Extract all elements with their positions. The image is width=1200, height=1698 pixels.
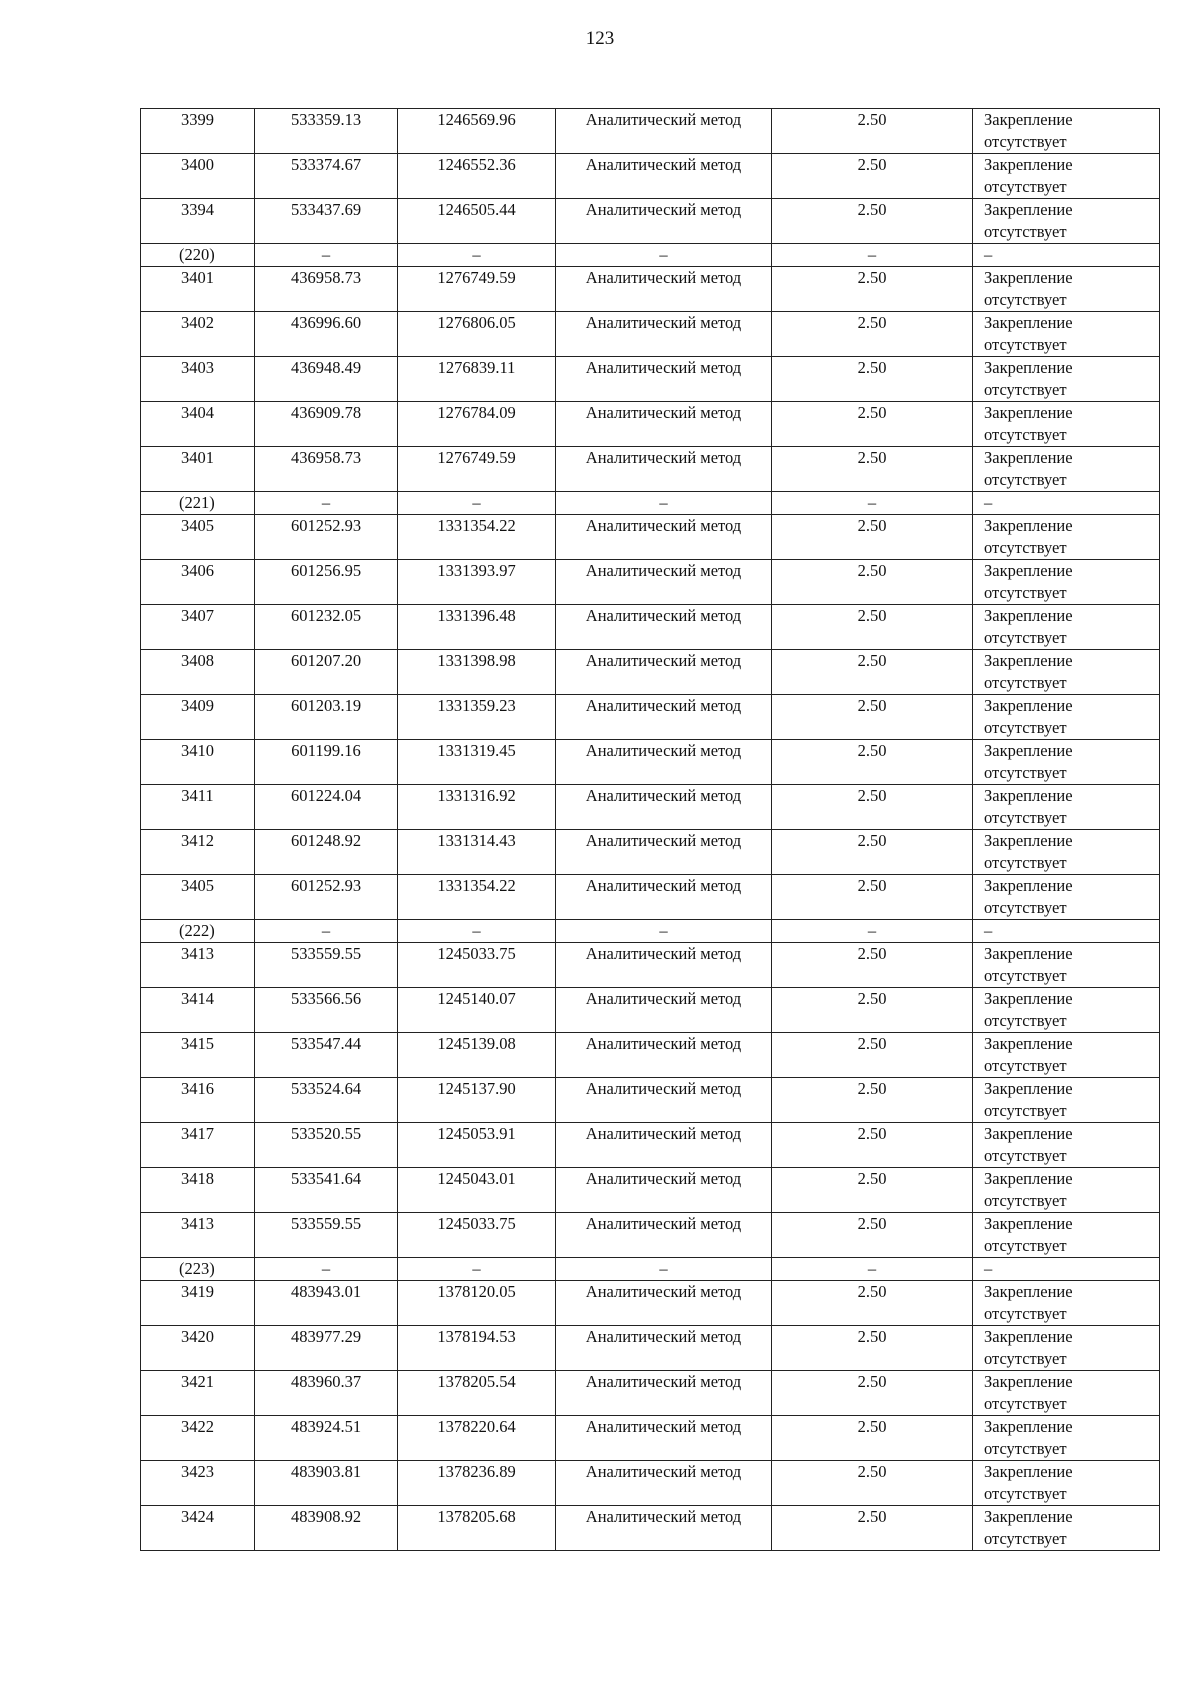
method-cell: Аналитический метод xyxy=(556,830,772,875)
table-row xyxy=(141,650,1160,695)
table-row xyxy=(141,1213,1160,1258)
group-separator-row xyxy=(141,492,1160,515)
x-coordinate-cell: – xyxy=(255,492,398,515)
accuracy-cell: 2.50 xyxy=(772,1281,973,1326)
accuracy-cell: – xyxy=(772,244,973,267)
y-coordinate-cell: 1245137.90 xyxy=(398,1078,556,1123)
y-coordinate-cell: 1245140.07 xyxy=(398,988,556,1033)
fixing-cell: Закрепление отсутствует xyxy=(973,1033,1160,1078)
table-row xyxy=(141,1326,1160,1371)
method-cell: Аналитический метод xyxy=(556,1213,772,1258)
point-number-cell: 3408 xyxy=(141,650,255,695)
y-coordinate-cell: 1245053.91 xyxy=(398,1123,556,1168)
fixing-cell: Закрепление отсутствует xyxy=(973,1371,1160,1416)
point-number-cell: 3422 xyxy=(141,1416,255,1461)
fixing-cell: Закрепление отсутствует xyxy=(973,695,1160,740)
method-cell: Аналитический метод xyxy=(556,1123,772,1168)
point-number-cell: 3410 xyxy=(141,740,255,785)
accuracy-cell: 2.50 xyxy=(772,447,973,492)
x-coordinate-cell: 533559.55 xyxy=(255,943,398,988)
fixing-cell: Закрепление отсутствует xyxy=(973,402,1160,447)
x-coordinate-cell: 436909.78 xyxy=(255,402,398,447)
point-number-cell: 3418 xyxy=(141,1168,255,1213)
x-coordinate-cell: 533524.64 xyxy=(255,1078,398,1123)
point-number-cell: 3416 xyxy=(141,1078,255,1123)
point-number-cell: 3412 xyxy=(141,830,255,875)
method-cell: Аналитический метод xyxy=(556,447,772,492)
point-number-cell: 3406 xyxy=(141,560,255,605)
x-coordinate-cell: 601248.92 xyxy=(255,830,398,875)
table-row xyxy=(141,447,1160,492)
fixing-cell: Закрепление отсутствует xyxy=(973,154,1160,199)
y-coordinate-cell: 1378120.05 xyxy=(398,1281,556,1326)
y-coordinate-cell: 1331393.97 xyxy=(398,560,556,605)
y-coordinate-cell: 1246505.44 xyxy=(398,199,556,244)
fixing-cell: – xyxy=(973,920,1160,943)
point-number-cell: 3407 xyxy=(141,605,255,650)
method-cell: Аналитический метод xyxy=(556,875,772,920)
table-row xyxy=(141,312,1160,357)
method-cell: Аналитический метод xyxy=(556,988,772,1033)
accuracy-cell: 2.50 xyxy=(772,154,973,199)
method-cell: Аналитический метод xyxy=(556,1326,772,1371)
fixing-cell: Закрепление отсутствует xyxy=(973,560,1160,605)
table-row xyxy=(141,1416,1160,1461)
x-coordinate-cell: 533374.67 xyxy=(255,154,398,199)
point-number-cell: (223) xyxy=(141,1258,255,1281)
point-number-cell: 3403 xyxy=(141,357,255,402)
point-number-cell: 3423 xyxy=(141,1461,255,1506)
fixing-cell: Закрепление отсутствует xyxy=(973,1461,1160,1506)
y-coordinate-cell: – xyxy=(398,244,556,267)
accuracy-cell: 2.50 xyxy=(772,1123,973,1168)
point-number-cell: 3402 xyxy=(141,312,255,357)
method-cell: – xyxy=(556,1258,772,1281)
table-row xyxy=(141,943,1160,988)
y-coordinate-cell: 1246552.36 xyxy=(398,154,556,199)
point-number-cell: 3424 xyxy=(141,1506,255,1551)
accuracy-cell: 2.50 xyxy=(772,1078,973,1123)
fixing-cell: Закрепление отсутствует xyxy=(973,943,1160,988)
y-coordinate-cell: 1378194.53 xyxy=(398,1326,556,1371)
method-cell: Аналитический метод xyxy=(556,785,772,830)
y-coordinate-cell: 1276784.09 xyxy=(398,402,556,447)
table-row xyxy=(141,154,1160,199)
x-coordinate-cell: 601224.04 xyxy=(255,785,398,830)
table-row xyxy=(141,1123,1160,1168)
method-cell: Аналитический метод xyxy=(556,357,772,402)
fixing-cell: Закрепление отсутствует xyxy=(973,650,1160,695)
table-row xyxy=(141,199,1160,244)
x-coordinate-cell: 483977.29 xyxy=(255,1326,398,1371)
fixing-cell: Закрепление отсутствует xyxy=(973,875,1160,920)
coordinates-table-body xyxy=(141,109,1160,1551)
fixing-cell: Закрепление отсутствует xyxy=(973,447,1160,492)
y-coordinate-cell: 1378205.54 xyxy=(398,1371,556,1416)
fixing-cell: Закрепление отсутствует xyxy=(973,1506,1160,1551)
x-coordinate-cell: – xyxy=(255,1258,398,1281)
y-coordinate-cell: 1331398.98 xyxy=(398,650,556,695)
table-row xyxy=(141,515,1160,560)
fixing-cell: Закрепление отсутствует xyxy=(973,109,1160,154)
table-row xyxy=(141,1506,1160,1551)
y-coordinate-cell: 1378236.89 xyxy=(398,1461,556,1506)
point-number-cell: 3404 xyxy=(141,402,255,447)
point-number-cell: (220) xyxy=(141,244,255,267)
y-coordinate-cell: 1378205.68 xyxy=(398,1506,556,1551)
point-number-cell: 3400 xyxy=(141,154,255,199)
fixing-cell: Закрепление отсутствует xyxy=(973,1078,1160,1123)
y-coordinate-cell: 1331354.22 xyxy=(398,875,556,920)
accuracy-cell: 2.50 xyxy=(772,605,973,650)
y-coordinate-cell: 1331314.43 xyxy=(398,830,556,875)
fixing-cell: Закрепление отсутствует xyxy=(973,830,1160,875)
x-coordinate-cell: – xyxy=(255,244,398,267)
group-separator-row xyxy=(141,244,1160,267)
accuracy-cell: – xyxy=(772,920,973,943)
x-coordinate-cell: 601232.05 xyxy=(255,605,398,650)
x-coordinate-cell: 533520.55 xyxy=(255,1123,398,1168)
fixing-cell: Закрепление отсутствует xyxy=(973,1213,1160,1258)
fixing-cell: Закрепление отсутствует xyxy=(973,1326,1160,1371)
table-row xyxy=(141,560,1160,605)
group-separator-row xyxy=(141,920,1160,943)
fixing-cell: Закрепление отсутствует xyxy=(973,1123,1160,1168)
x-coordinate-cell: 436948.49 xyxy=(255,357,398,402)
y-coordinate-cell: 1245139.08 xyxy=(398,1033,556,1078)
fixing-cell: Закрепление отсутствует xyxy=(973,740,1160,785)
method-cell: Аналитический метод xyxy=(556,1033,772,1078)
method-cell: Аналитический метод xyxy=(556,199,772,244)
accuracy-cell: 2.50 xyxy=(772,1326,973,1371)
accuracy-cell: 2.50 xyxy=(772,1168,973,1213)
method-cell: Аналитический метод xyxy=(556,1371,772,1416)
accuracy-cell: 2.50 xyxy=(772,785,973,830)
point-number-cell: 3413 xyxy=(141,1213,255,1258)
accuracy-cell: 2.50 xyxy=(772,267,973,312)
table-row xyxy=(141,1281,1160,1326)
table-row xyxy=(141,1461,1160,1506)
x-coordinate-cell: 483908.92 xyxy=(255,1506,398,1551)
table-row xyxy=(141,1371,1160,1416)
point-number-cell: 3415 xyxy=(141,1033,255,1078)
y-coordinate-cell: – xyxy=(398,492,556,515)
x-coordinate-cell: 436958.73 xyxy=(255,447,398,492)
method-cell: Аналитический метод xyxy=(556,154,772,199)
y-coordinate-cell: 1276806.05 xyxy=(398,312,556,357)
accuracy-cell: 2.50 xyxy=(772,943,973,988)
accuracy-cell: 2.50 xyxy=(772,402,973,447)
fixing-cell: Закрепление отсутствует xyxy=(973,605,1160,650)
fixing-cell: – xyxy=(973,1258,1160,1281)
table-row xyxy=(141,988,1160,1033)
y-coordinate-cell: 1331316.92 xyxy=(398,785,556,830)
method-cell: Аналитический метод xyxy=(556,943,772,988)
y-coordinate-cell: 1245043.01 xyxy=(398,1168,556,1213)
method-cell: Аналитический метод xyxy=(556,267,772,312)
y-coordinate-cell: 1378220.64 xyxy=(398,1416,556,1461)
method-cell: Аналитический метод xyxy=(556,605,772,650)
y-coordinate-cell: 1331359.23 xyxy=(398,695,556,740)
method-cell: Аналитический метод xyxy=(556,740,772,785)
x-coordinate-cell: 601256.95 xyxy=(255,560,398,605)
x-coordinate-cell: 601203.19 xyxy=(255,695,398,740)
y-coordinate-cell: 1245033.75 xyxy=(398,943,556,988)
method-cell: Аналитический метод xyxy=(556,1281,772,1326)
x-coordinate-cell: 601252.93 xyxy=(255,875,398,920)
table-row xyxy=(141,357,1160,402)
accuracy-cell: 2.50 xyxy=(772,830,973,875)
x-coordinate-cell: 533541.64 xyxy=(255,1168,398,1213)
table-row xyxy=(141,875,1160,920)
y-coordinate-cell: 1331396.48 xyxy=(398,605,556,650)
accuracy-cell: 2.50 xyxy=(772,1506,973,1551)
accuracy-cell: 2.50 xyxy=(772,199,973,244)
fixing-cell: Закрепление отсутствует xyxy=(973,1416,1160,1461)
x-coordinate-cell: 436996.60 xyxy=(255,312,398,357)
method-cell: Аналитический метод xyxy=(556,402,772,447)
accuracy-cell: 2.50 xyxy=(772,988,973,1033)
accuracy-cell: 2.50 xyxy=(772,109,973,154)
accuracy-cell: 2.50 xyxy=(772,515,973,560)
y-coordinate-cell: – xyxy=(398,1258,556,1281)
fixing-cell: – xyxy=(973,492,1160,515)
fixing-cell: Закрепление отсутствует xyxy=(973,988,1160,1033)
x-coordinate-cell: 601252.93 xyxy=(255,515,398,560)
table-row xyxy=(141,1033,1160,1078)
method-cell: – xyxy=(556,244,772,267)
accuracy-cell: 2.50 xyxy=(772,357,973,402)
method-cell: Аналитический метод xyxy=(556,650,772,695)
table-row xyxy=(141,1078,1160,1123)
accuracy-cell: – xyxy=(772,1258,973,1281)
x-coordinate-cell: 483960.37 xyxy=(255,1371,398,1416)
x-coordinate-cell: 533359.13 xyxy=(255,109,398,154)
table-row xyxy=(141,830,1160,875)
x-coordinate-cell: 533566.56 xyxy=(255,988,398,1033)
x-coordinate-cell: 533437.69 xyxy=(255,199,398,244)
table-row xyxy=(141,695,1160,740)
method-cell: Аналитический метод xyxy=(556,312,772,357)
y-coordinate-cell: 1276749.59 xyxy=(398,447,556,492)
point-number-cell: 3399 xyxy=(141,109,255,154)
accuracy-cell: 2.50 xyxy=(772,650,973,695)
table-row xyxy=(141,740,1160,785)
accuracy-cell: 2.50 xyxy=(772,1213,973,1258)
coordinates-table xyxy=(140,108,1160,1551)
x-coordinate-cell: 601199.16 xyxy=(255,740,398,785)
y-coordinate-cell: 1245033.75 xyxy=(398,1213,556,1258)
point-number-cell: 3401 xyxy=(141,447,255,492)
x-coordinate-cell: 483943.01 xyxy=(255,1281,398,1326)
accuracy-cell: 2.50 xyxy=(772,560,973,605)
page-number: 123 xyxy=(585,28,615,49)
accuracy-cell: 2.50 xyxy=(772,1371,973,1416)
fixing-cell: Закрепление отсутствует xyxy=(973,312,1160,357)
point-number-cell: 3417 xyxy=(141,1123,255,1168)
y-coordinate-cell: 1276749.59 xyxy=(398,267,556,312)
fixing-cell: – xyxy=(973,244,1160,267)
fixing-cell: Закрепление отсутствует xyxy=(973,357,1160,402)
method-cell: – xyxy=(556,492,772,515)
table-row xyxy=(141,402,1160,447)
method-cell: Аналитический метод xyxy=(556,1168,772,1213)
group-separator-row xyxy=(141,1258,1160,1281)
x-coordinate-cell: 601207.20 xyxy=(255,650,398,695)
point-number-cell: 3420 xyxy=(141,1326,255,1371)
point-number-cell: (222) xyxy=(141,920,255,943)
point-number-cell: 3409 xyxy=(141,695,255,740)
point-number-cell: 3414 xyxy=(141,988,255,1033)
accuracy-cell: 2.50 xyxy=(772,740,973,785)
fixing-cell: Закрепление отсутствует xyxy=(973,1281,1160,1326)
accuracy-cell: 2.50 xyxy=(772,695,973,740)
y-coordinate-cell: 1246569.96 xyxy=(398,109,556,154)
accuracy-cell: 2.50 xyxy=(772,1461,973,1506)
method-cell: Аналитический метод xyxy=(556,1078,772,1123)
x-coordinate-cell: 533547.44 xyxy=(255,1033,398,1078)
fixing-cell: Закрепление отсутствует xyxy=(973,785,1160,830)
method-cell: Аналитический метод xyxy=(556,1506,772,1551)
fixing-cell: Закрепление отсутствует xyxy=(973,515,1160,560)
table-row xyxy=(141,605,1160,650)
table-row xyxy=(141,785,1160,830)
point-number-cell: 3405 xyxy=(141,515,255,560)
accuracy-cell: 2.50 xyxy=(772,1416,973,1461)
method-cell: – xyxy=(556,920,772,943)
table-row xyxy=(141,1168,1160,1213)
y-coordinate-cell: 1331354.22 xyxy=(398,515,556,560)
x-coordinate-cell: 483903.81 xyxy=(255,1461,398,1506)
fixing-cell: Закрепление отсутствует xyxy=(973,1168,1160,1213)
x-coordinate-cell: – xyxy=(255,920,398,943)
y-coordinate-cell: – xyxy=(398,920,556,943)
point-number-cell: 3405 xyxy=(141,875,255,920)
point-number-cell: (221) xyxy=(141,492,255,515)
method-cell: Аналитический метод xyxy=(556,1416,772,1461)
point-number-cell: 3394 xyxy=(141,199,255,244)
x-coordinate-cell: 436958.73 xyxy=(255,267,398,312)
point-number-cell: 3419 xyxy=(141,1281,255,1326)
accuracy-cell: 2.50 xyxy=(772,312,973,357)
method-cell: Аналитический метод xyxy=(556,695,772,740)
method-cell: Аналитический метод xyxy=(556,515,772,560)
point-number-cell: 3421 xyxy=(141,1371,255,1416)
table-row xyxy=(141,109,1160,154)
y-coordinate-cell: 1331319.45 xyxy=(398,740,556,785)
x-coordinate-cell: 533559.55 xyxy=(255,1213,398,1258)
x-coordinate-cell: 483924.51 xyxy=(255,1416,398,1461)
y-coordinate-cell: 1276839.11 xyxy=(398,357,556,402)
point-number-cell: 3401 xyxy=(141,267,255,312)
point-number-cell: 3413 xyxy=(141,943,255,988)
table-row xyxy=(141,267,1160,312)
fixing-cell: Закрепление отсутствует xyxy=(973,267,1160,312)
accuracy-cell: – xyxy=(772,492,973,515)
method-cell: Аналитический метод xyxy=(556,109,772,154)
accuracy-cell: 2.50 xyxy=(772,875,973,920)
method-cell: Аналитический метод xyxy=(556,560,772,605)
method-cell: Аналитический метод xyxy=(556,1461,772,1506)
accuracy-cell: 2.50 xyxy=(772,1033,973,1078)
fixing-cell: Закрепление отсутствует xyxy=(973,199,1160,244)
point-number-cell: 3411 xyxy=(141,785,255,830)
